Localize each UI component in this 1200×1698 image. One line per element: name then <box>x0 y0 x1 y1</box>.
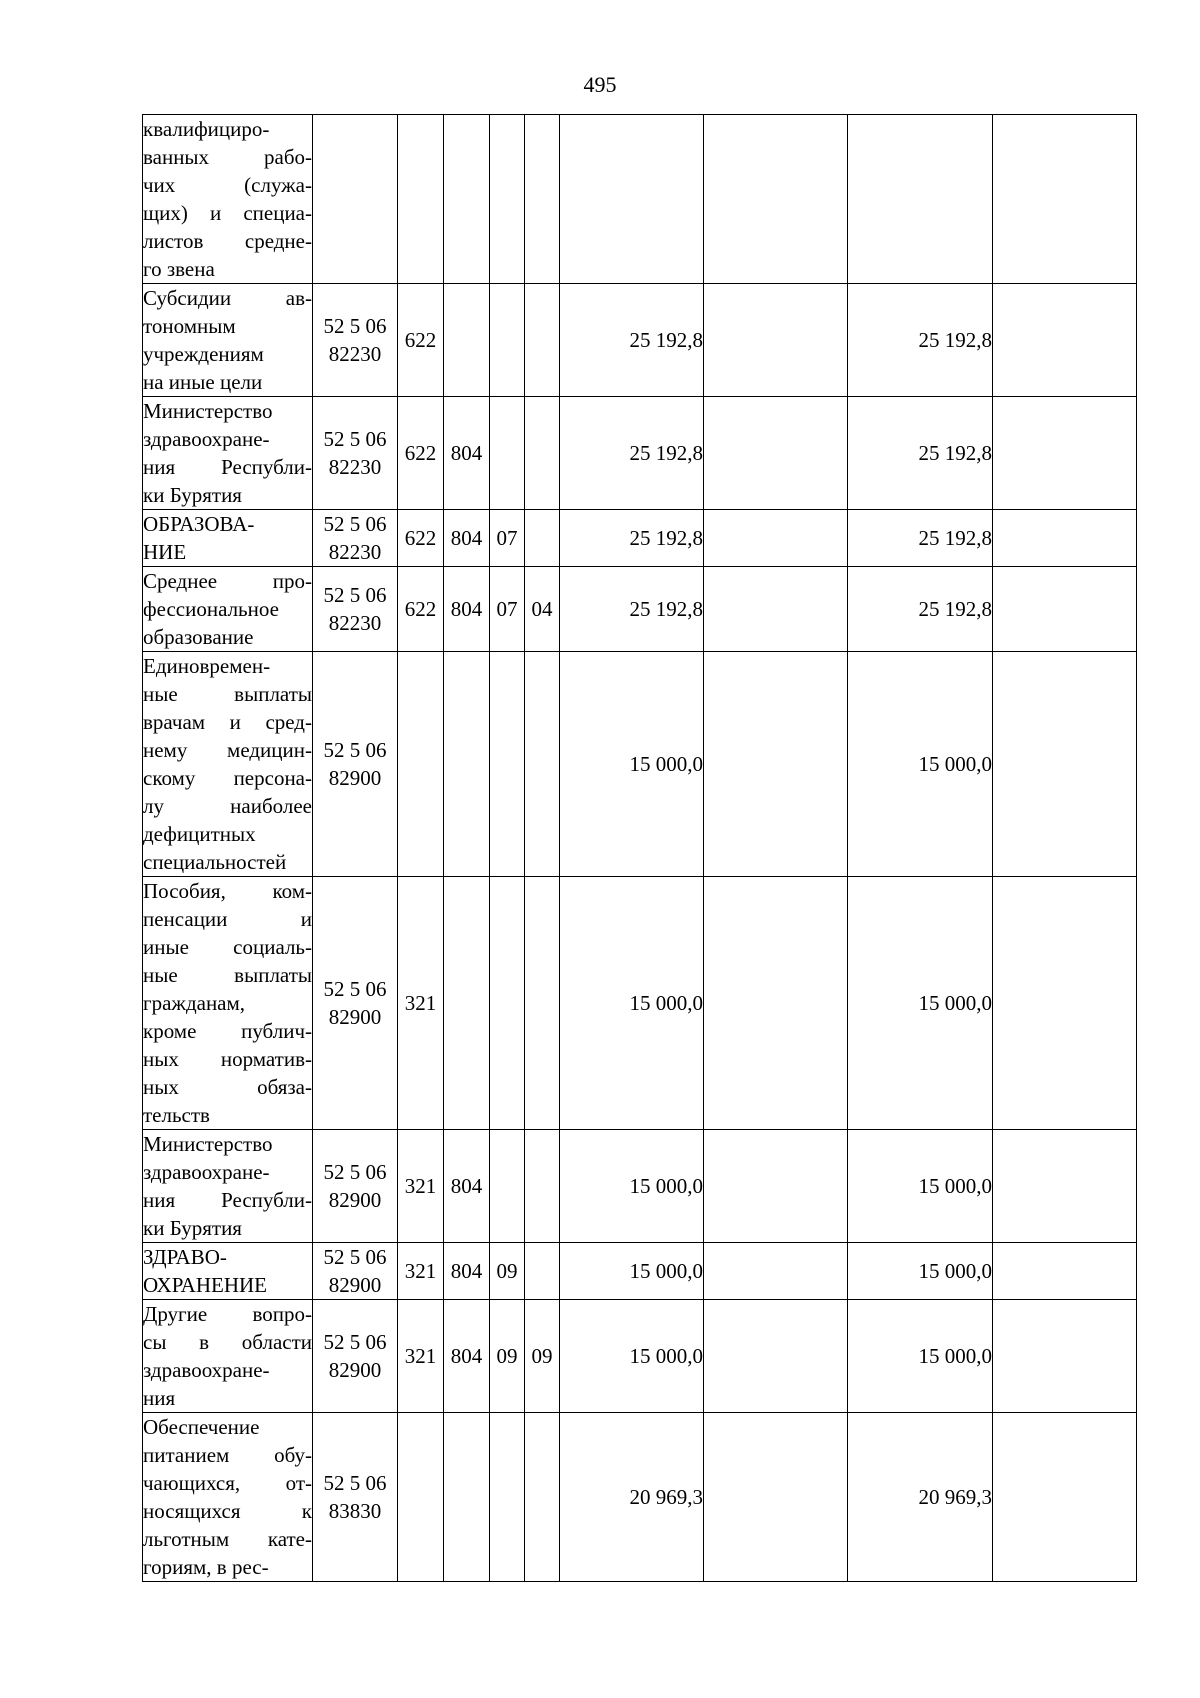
amount-cell-4 <box>993 284 1137 397</box>
section-code-cell <box>490 1130 525 1243</box>
target-article-code-part: 82230 <box>328 342 382 366</box>
row-name-line: Субсидии ав- <box>143 286 312 310</box>
row-name-line: ные выплаты <box>143 682 312 706</box>
expense-type-cell <box>398 1413 444 1582</box>
target-article-code-part: 52 5 06 <box>323 1245 387 1269</box>
section-code-cell <box>490 1413 525 1582</box>
row-name-line: дефицитных <box>143 822 256 846</box>
row-name-cell <box>143 1243 313 1300</box>
target-article-code-part: 52 5 06 <box>323 738 387 762</box>
row-name-cell <box>143 1300 313 1413</box>
subsection-code-cell <box>525 877 560 1130</box>
amount-cell-3: 15 000,0 <box>848 652 993 877</box>
section-code-cell <box>490 652 525 877</box>
amount-cell-1: 15 000,0 <box>560 652 704 877</box>
target-article-code-part: 82900 <box>328 1358 382 1382</box>
target-article-code-part: 52 5 06 <box>323 977 387 1001</box>
amount-cell-2 <box>704 115 848 284</box>
section-code-cell <box>490 397 525 510</box>
table-row <box>143 510 1137 567</box>
target-article-code-cell <box>313 284 398 397</box>
target-article-code-part: 52 5 06 <box>323 427 387 451</box>
subsection-code-cell: 04 <box>525 567 560 652</box>
target-article-code-part: 82230 <box>328 455 382 479</box>
row-name-line: питанием обу- <box>143 1443 312 1467</box>
row-name-line: нему медицин- <box>143 738 312 762</box>
amount-cell-1: 25 192,8 <box>560 567 704 652</box>
target-article-code-part: 83830 <box>328 1499 382 1523</box>
row-name-line: щих) и специа- <box>143 201 312 225</box>
amount-cell-1: 15 000,0 <box>560 1243 704 1300</box>
amount-cell-3: 15 000,0 <box>848 877 993 1130</box>
table-row <box>143 652 1137 877</box>
amount-cell-2 <box>704 397 848 510</box>
ministry-code-cell: 804 <box>444 1243 490 1300</box>
budget-table <box>142 114 1137 1582</box>
section-code-cell: 07 <box>490 510 525 567</box>
row-name-cell <box>143 115 313 284</box>
amount-cell-3: 25 192,8 <box>848 397 993 510</box>
target-article-code-cell <box>313 1130 398 1243</box>
amount-cell-1: 15 000,0 <box>560 877 704 1130</box>
subsection-code-cell <box>525 397 560 510</box>
table-row <box>143 1243 1137 1300</box>
row-name-line: образование <box>143 625 254 649</box>
row-name-line: здравоохране- <box>143 1358 270 1382</box>
table-row <box>143 397 1137 510</box>
row-name-line: ОХРАНЕНИЕ <box>143 1273 268 1297</box>
section-code-cell <box>490 284 525 397</box>
target-article-code-part: 52 5 06 <box>323 1471 387 1495</box>
subsection-code-cell <box>525 115 560 284</box>
amount-cell-2 <box>704 1300 848 1413</box>
target-article-code-cell <box>313 397 398 510</box>
ministry-code-cell <box>444 877 490 1130</box>
subsection-code-cell <box>525 1413 560 1582</box>
target-article-code-part: 52 5 06 <box>323 1330 387 1354</box>
table-row <box>143 1413 1137 1582</box>
target-article-code-cell <box>313 1243 398 1300</box>
subsection-code-cell: 09 <box>525 1300 560 1413</box>
amount-cell-1: 20 969,3 <box>560 1413 704 1582</box>
row-name-cell <box>143 1413 313 1582</box>
target-article-code-part: 82900 <box>328 766 382 790</box>
row-name-line: ные выплаты <box>143 963 312 987</box>
row-name-line: квалифициро- <box>143 117 270 141</box>
target-article-code-part: 82230 <box>328 611 382 635</box>
amount-cell-3: 15 000,0 <box>848 1300 993 1413</box>
row-name-line: листов средне- <box>143 229 312 253</box>
expense-type-cell: 622 <box>398 510 444 567</box>
amount-cell-1: 25 192,8 <box>560 284 704 397</box>
row-name-line: здравоохране- <box>143 1160 270 1184</box>
amount-cell-2 <box>704 1413 848 1582</box>
section-code-cell <box>490 877 525 1130</box>
table-row <box>143 1130 1137 1243</box>
table-row <box>143 877 1137 1130</box>
row-name-line: льготным кате- <box>143 1527 312 1551</box>
page-number: 495 <box>583 72 617 97</box>
row-name-line: Пособия, ком- <box>143 879 312 903</box>
amount-cell-1: 15 000,0 <box>560 1130 704 1243</box>
amount-cell-4 <box>993 1300 1137 1413</box>
amount-cell-1: 25 192,8 <box>560 397 704 510</box>
expense-type-cell: 622 <box>398 567 444 652</box>
amount-cell-4 <box>993 652 1137 877</box>
row-name-line: ки Бурятия <box>143 1216 242 1240</box>
expense-type-cell <box>398 115 444 284</box>
amount-cell-3: 25 192,8 <box>848 284 993 397</box>
expense-type-cell: 321 <box>398 1300 444 1413</box>
row-name-line: Министерство <box>143 1132 273 1156</box>
amount-cell-4 <box>993 397 1137 510</box>
row-name-line: чающихся, от- <box>143 1471 312 1495</box>
row-name-cell <box>143 652 313 877</box>
row-name-cell <box>143 1130 313 1243</box>
amount-cell-2 <box>704 510 848 567</box>
table-row <box>143 284 1137 397</box>
row-name-line: скому персона- <box>143 766 312 790</box>
target-article-code-part: 82230 <box>328 540 382 564</box>
row-name-cell <box>143 510 313 567</box>
row-name-line: гражданам, <box>143 991 246 1015</box>
amount-cell-2 <box>704 1130 848 1243</box>
ministry-code-cell <box>444 1413 490 1582</box>
expense-type-cell: 321 <box>398 1130 444 1243</box>
subsection-code-cell <box>525 652 560 877</box>
amount-cell-3: 15 000,0 <box>848 1130 993 1243</box>
row-name-cell <box>143 877 313 1130</box>
amount-cell-4 <box>993 1243 1137 1300</box>
amount-cell-3: 20 969,3 <box>848 1413 993 1582</box>
amount-cell-2 <box>704 284 848 397</box>
row-name-line: ки Бурятия <box>143 483 242 507</box>
section-code-cell <box>490 115 525 284</box>
ministry-code-cell: 804 <box>444 510 490 567</box>
subsection-code-cell <box>525 1130 560 1243</box>
amount-cell-1: 15 000,0 <box>560 1300 704 1413</box>
row-name-line: тономным <box>143 314 236 338</box>
amount-cell-3: 25 192,8 <box>848 510 993 567</box>
table-row <box>143 1300 1137 1413</box>
amount-cell-2 <box>704 877 848 1130</box>
amount-cell-1 <box>560 115 704 284</box>
row-name-line: фессиональное <box>143 597 279 621</box>
ministry-code-cell <box>444 115 490 284</box>
subsection-code-cell <box>525 510 560 567</box>
row-name-line: сы в области <box>143 1330 312 1354</box>
amount-cell-2 <box>704 1243 848 1300</box>
section-code-cell: 09 <box>490 1300 525 1413</box>
ministry-code-cell: 804 <box>444 567 490 652</box>
row-name-line: ванных рабо- <box>143 145 312 169</box>
row-name-line: Министерство <box>143 399 273 423</box>
amount-cell-2 <box>704 567 848 652</box>
row-name-line: ных обяза- <box>143 1075 312 1099</box>
target-article-code-cell <box>313 567 398 652</box>
row-name-line: го звена <box>143 257 215 281</box>
amount-cell-3: 15 000,0 <box>848 1243 993 1300</box>
row-name-line: ОБРАЗОВА- <box>143 512 255 536</box>
row-name-line: учреждениям <box>143 342 264 366</box>
row-name-line: Другие вопро- <box>143 1302 312 1326</box>
row-name-line: кроме публич- <box>143 1019 312 1043</box>
target-article-code-part: 52 5 06 <box>323 1160 387 1184</box>
row-name-line: Обеспечение <box>143 1415 260 1439</box>
row-name-line: иные социаль- <box>143 935 312 959</box>
row-name-line: НИЕ <box>143 540 187 564</box>
amount-cell-2 <box>704 652 848 877</box>
row-name-cell <box>143 284 313 397</box>
amount-cell-4 <box>993 877 1137 1130</box>
table-row <box>143 115 1137 284</box>
row-name-line: гориям, в рес- <box>143 1555 269 1579</box>
target-article-code-part: 52 5 06 <box>323 583 387 607</box>
row-name-line: ния <box>143 1386 176 1410</box>
ministry-code-cell: 804 <box>444 1130 490 1243</box>
amount-cell-4 <box>993 567 1137 652</box>
row-name-line: Единовремен- <box>143 654 271 678</box>
row-name-line: врачам и сред- <box>143 710 312 734</box>
target-article-code-part: 82900 <box>328 1005 382 1029</box>
section-code-cell: 07 <box>490 567 525 652</box>
ministry-code-cell <box>444 284 490 397</box>
amount-cell-1: 25 192,8 <box>560 510 704 567</box>
row-name-cell <box>143 397 313 510</box>
amount-cell-4 <box>993 115 1137 284</box>
table-row <box>143 567 1137 652</box>
amount-cell-4 <box>993 1413 1137 1582</box>
row-name-line: пенсации и <box>143 907 312 931</box>
row-name-line: лу наиболее <box>143 794 312 818</box>
ministry-code-cell: 804 <box>444 397 490 510</box>
row-name-line: носящихся к <box>143 1499 312 1523</box>
amount-cell-4 <box>993 1130 1137 1243</box>
subsection-code-cell <box>525 284 560 397</box>
row-name-line: здравоохране- <box>143 427 270 451</box>
target-article-code-cell <box>313 1413 398 1582</box>
amount-cell-4 <box>993 510 1137 567</box>
row-name-line: чих (служа- <box>143 173 312 197</box>
row-name-cell <box>143 567 313 652</box>
subsection-code-cell <box>525 1243 560 1300</box>
ministry-code-cell <box>444 652 490 877</box>
amount-cell-3: 25 192,8 <box>848 567 993 652</box>
expense-type-cell <box>398 652 444 877</box>
expense-type-cell: 321 <box>398 1243 444 1300</box>
row-name-line: ния Республи- <box>143 455 312 479</box>
section-code-cell: 09 <box>490 1243 525 1300</box>
row-name-line: специальностей <box>143 850 287 874</box>
target-article-code-cell <box>313 510 398 567</box>
target-article-code-part: 52 5 06 <box>323 512 387 536</box>
row-name-line: ных норматив- <box>143 1047 312 1071</box>
expense-type-cell: 622 <box>398 397 444 510</box>
target-article-code-part: 52 5 06 <box>323 314 387 338</box>
row-name-line: тельств <box>143 1103 210 1127</box>
row-name-line: ЗДРАВО- <box>143 1245 227 1269</box>
amount-cell-3 <box>848 115 993 284</box>
target-article-code-cell <box>313 652 398 877</box>
table-body <box>143 115 1137 1582</box>
target-article-code-part: 82900 <box>328 1188 382 1212</box>
target-article-code-cell <box>313 1300 398 1413</box>
target-article-code-part: 82900 <box>328 1273 382 1297</box>
row-name-line: ния Республи- <box>143 1188 312 1212</box>
target-article-code-cell <box>313 877 398 1130</box>
expense-type-cell: 321 <box>398 877 444 1130</box>
row-name-line: Среднее про- <box>143 569 312 593</box>
row-name-line: на иные цели <box>143 370 263 394</box>
expense-type-cell: 622 <box>398 284 444 397</box>
target-article-code-cell <box>313 115 398 284</box>
ministry-code-cell: 804 <box>444 1300 490 1413</box>
